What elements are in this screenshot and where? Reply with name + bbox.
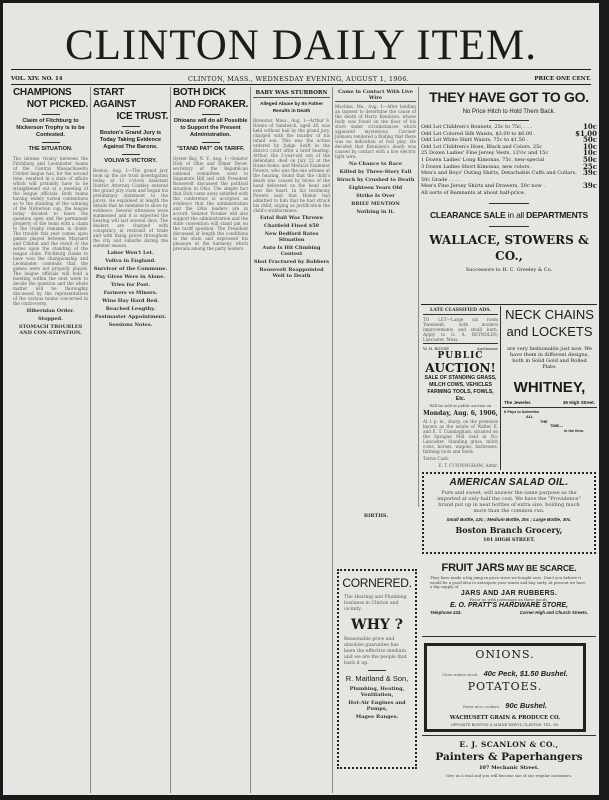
auction-note: Will be sold at public auction on [429, 403, 492, 408]
section-head: Postmaster Appointment. [94, 314, 167, 320]
subhead: Boston's Grand Jury is Today Taking Evidence Against The Barons. [99, 130, 162, 150]
ad-trade: Painters & Paperhangers [435, 751, 583, 763]
ad-title: AMERICAN SALAD OIL. [449, 477, 569, 488]
section-head: BRIEF MENTION [351, 201, 400, 207]
section-head: New Bedford Rates Situation [264, 231, 319, 243]
ad-address: OPPOSITE BOSTON & MAINE DEPOT, CLINTON. [450, 723, 543, 727]
price-list-item [421, 154, 597, 164]
item-description: Men's Fine Jersey Shirts and Drawers, 50c now . [421, 183, 545, 190]
article-body: Boston, Aug. 1—The grand jury took up the ice trust investigation today, at 11 o'clock Assistant District Attorney Coakley entered the grand jury room and began his preliminary statement to the jurors. He explained at length the details that he intended to show by evidence. Several witnesses were summoned and it is expected the hearing will last several days. The dealers are charged with conspiracy in restraint of trade and with fixing prices throughout the city and suburbs during the summer season. [93, 168, 168, 248]
section-head: Nothing in It. [356, 209, 395, 215]
ad-price: 40c Peck, $1.50 Bushel. [483, 669, 568, 678]
price-list-item [421, 183, 597, 190]
ad-scanlon [422, 735, 596, 778]
headline: START AGAINST [93, 87, 136, 110]
section-head: Struck by Crushed to Death [336, 177, 415, 183]
section-head: Survivor of the Commune. [93, 266, 168, 272]
section-head: Tries for Post. [110, 282, 151, 288]
item-description: Odd Lot Children's Bonnets, 25c to 75c, . . . [421, 124, 533, 130]
ad-salad-oil [422, 472, 596, 554]
article-ice-trust [91, 87, 171, 793]
headline: Came in Contact With Live Wire [335, 89, 416, 102]
auction-line: SALE OF STANDING GRASS, [424, 375, 497, 381]
ad-tel: TEL. 80. [543, 723, 560, 727]
ad-address: Corner High and Church Streets. [519, 609, 588, 615]
ad-wallace-stowers [421, 87, 597, 276]
ad-address: 36 High Street. [562, 400, 595, 405]
article-body: Brewster, Mass., Aug. 1—Arthur S. Homie of Sandwich, aged 28, was held without bail by the grand jury, charged with the murder of his infant son. This was the action ordered by Judge Swift in the district court after a brief hearing. Arthur, the 2-year-old son of the defendant, died on July 22 at the Hume home, and Medical Examiner Powers, who was the one witness at the hearing, found that the child's death was caused by blows of the hand delivered on the head and over the heart. In his testimony Powers said that Homie had admitted to him that he had struck his child, urging as justification the child's stubbornness. [253, 118, 330, 213]
price-list-item [421, 161, 597, 171]
dateline-bar [11, 75, 591, 83]
auction-line: FARMING TOOLS, FOWLS, Etc. [427, 389, 494, 402]
section-head: Auto Is Hit Climbing Contest [262, 245, 321, 257]
price-list-item [421, 128, 597, 138]
item-description: 3 Dozen Ladies Short Kimonas, new colors . [421, 163, 533, 170]
ad-successors: Successors to H. C. Greeley & Co. [465, 266, 553, 273]
dateline: CLINTON, MASS., WEDNESDAY EVENING, AUGUST 1, 1906. [187, 75, 410, 83]
article-body: The intense rivalry between the Fitchburg and Leominster teams of the Central Massachusetts Cricket league has, for the second time, resulted in a state of affairs which will probably have to be straightened out at a meeting of the league officials. Both teams having widely varied contentions as to the standing of the winning of the Nickerson cup, the league today decided to leave the question open and the permanent property of the team with a claim to the trophy remains in doubt. The trouble this year comes upon games played between Maynard and Clinton and the result of the series upon the standing of the league clubs. Fitchburg claims to have won the championship and Leominster contends that the games were not properly played. The league officials will hold a meeting within the next week to decide the question and the whole matter will be thoroughly discussed by the representatives of the various teams concerned in the controversy. [13, 156, 88, 306]
rule [11, 84, 591, 85]
item-price: 39c [582, 168, 597, 178]
subhead: Alleged Abuse by Its Father Results in Death [260, 102, 323, 114]
ad-firm: R. Maitland & Son, [345, 674, 409, 683]
subhead: Ohioans will do all Possible to Support the Present Administration. [173, 118, 248, 138]
ad-address: 107 Mechanic Street. [478, 765, 540, 771]
ad-note: Extra nice cookers. [463, 704, 501, 709]
ad-auction [421, 306, 501, 470]
ad-why: WHY ? [350, 617, 404, 633]
ad-firm: WACHUSETT GRAIN & PRODUCE CO. [449, 715, 561, 721]
auctioneer: W. H. ROUSE [423, 346, 449, 351]
ad-firm: E. J. SCANLON & CO., [459, 740, 559, 749]
ad-wachusett [424, 643, 586, 732]
newspaper-page [3, 3, 599, 795]
headline: AND FORAKER. [174, 99, 248, 110]
article-body: Oyster Bay, N. Y., Aug. 1—Senator Dick of Ohio and Elmer Dover, secretary of the Republican national committee, went to Sagamore Hill and with President Roosevelt discussed the political situation in Ohio. The simple fact that Dick came away satisfied with the conference is accepted as evidence that the administration and the Ohio leaders are in accord. Senator Foraker will also support the administration and the state convention will stand pat on the tariff question. The President discussed at length the conditions in the state and expressed his pleasure at the harmony which prevails among the party leaders. [173, 156, 248, 251]
ad-maitland [337, 569, 417, 769]
headline: BABY WAS STUBBORN [253, 90, 330, 98]
ad-text: They have made a big jump in price since we bought ours. Don't you believe it would be a good idea to anticipate your wants and buy early. At present we have a big supply of [430, 575, 586, 590]
ad-firm: E. O. PRATT'S HARDWARE STORE, [449, 601, 569, 609]
item-price: 10c [582, 148, 597, 158]
auction-heading: AUCTION! [425, 361, 496, 375]
item-price: 25c [582, 161, 597, 171]
ad-phone: Telephone 224. [430, 609, 462, 615]
ad-headline: and LOCKETS [506, 324, 593, 339]
advertise-slogan: It Pays to Advertise ALL THE TIME— in the Item. [504, 410, 585, 434]
ad-text: Pure and sweet, will answer the same purpose as the imported at only half the cost. We have the "Providence" brand put up in neat bottles of extra size, holding much more than the common run. [437, 490, 581, 514]
item-description: Odd Lot Children's Hose, Black and Colors, 25c [421, 143, 543, 150]
ad-firm: Boston Branch Grocery, [455, 525, 563, 535]
headline: ICE TRUST. [116, 111, 168, 122]
article-live-wire [333, 87, 419, 507]
article-baby-stubborn [251, 87, 333, 793]
section-head: Chatfield Fined $50 [263, 223, 320, 229]
article-body: Machias, Me., Aug. 1—After holding an inquest to determine the cause of the death of Harry Kennison, whose body was found on the floor of his store under circumstances which appeared mysterious, Coroner Johnson rendered a finding that there was no indication of foul play. He decided that Kennison's death was caused by contact with a live electric light wire. [335, 104, 416, 159]
item-description: Odd Lot White Shirt Waists, 75c to $1.50 . [421, 137, 529, 144]
ad-text: The Heating and Plumbing business in Clinton and vicinity. [344, 595, 407, 612]
item-description: Odd Lot Colored Silk Waists, $3.00 to $6.00 . [421, 130, 536, 137]
section-head: Shot Fractured by Robbers [253, 259, 330, 265]
ad-headline: THEY HAVE GOT TO GO. [429, 89, 589, 105]
price-list [421, 124, 597, 190]
item-price: 10c [582, 122, 597, 131]
section-head: Reached Lengthy. [105, 306, 156, 312]
item-price: 39c [582, 181, 597, 191]
subhead: THE SITUATION. [28, 146, 73, 152]
ad-price: 90c Bushel. [505, 701, 547, 710]
rule [11, 69, 591, 70]
section-head: Eighteen Years Old [348, 185, 403, 191]
masthead-title: CLINTON DAILY ITEM. [64, 22, 538, 69]
classified-text: TO LET—Large six room Tenement, with modern improvements and small barn. Apply to G. A. REYNOLDS, Lancaster, Mass. [423, 317, 498, 342]
ad-text: are very fashionable just now. We have them in different designs, both in Solid Gold and Rolled Plate. [506, 346, 592, 370]
ad-firm: WHITNEY, [513, 379, 586, 396]
subhead: "STAND PAT" ON TARIFF. [176, 146, 245, 152]
headline: BOTH DICK [173, 87, 226, 98]
auction-heading: PUBLIC [437, 351, 484, 361]
section-head: Strike Is Over [356, 193, 395, 199]
price-list-item [421, 137, 597, 144]
price-list-item [421, 170, 597, 183]
headline: NOT PICKED. [26, 99, 88, 110]
births-notice [335, 511, 417, 521]
ad-note: Favor us with patronage on these goods. [469, 596, 549, 602]
ad-role: The Jeweler. [504, 400, 532, 405]
ad-sizes: Small Bottle, 12c ; Medium Bottle, 20c ; Large Bottle, 30c. [446, 517, 572, 522]
item-price: 10c [582, 141, 597, 151]
rule [421, 304, 597, 305]
ad-title: CORNERED. [342, 576, 412, 590]
classified-title: LATE CLASSIFIED ADS. [423, 308, 498, 315]
volume: VOL. XIV. NO. 14 [11, 76, 63, 82]
auction-body: At 1 p. m., sharp, on the premises known as the estate of Walter E. and E. T. Cunningham, situated on the Sprague Mill road in No. Lancaster. Standing grass, milch cows, horses, wagons, harnesses, farming tools and fowls. [423, 419, 498, 454]
section-head: BIRTHS. [363, 513, 389, 519]
auction-line: MILCH COWS, VEHICLES [429, 382, 492, 388]
auctioneer-role: Auctioneer [476, 346, 498, 351]
ad-headline: NECK CHAINS [505, 307, 594, 322]
ad-text: Reasonable price and absolute guarantee has been the effective medium and we are the people that back it up. [344, 637, 407, 666]
item-price: 50c [582, 135, 597, 145]
ad-headline: MAY BE SCARCE. [504, 563, 577, 573]
section-head: No Chance to Race [348, 161, 403, 167]
section-head: Fatal Ball Was Thrown [260, 215, 323, 221]
price-list-item [421, 124, 597, 131]
clearance-sale-heading: CLEARANCE SALE in all DEPARTMENTS [429, 209, 589, 220]
ad-headline: FRUIT JARS [441, 562, 505, 574]
auction-date: Monday, Aug. 6, 1906, [423, 410, 498, 417]
ad-whitney [502, 306, 597, 436]
section-head: Farmers vs Miners. [103, 290, 158, 296]
auction-terms: Terms Cash. [423, 456, 450, 461]
item-description: Men's and Boys' Outing Shirts, Detachable Cuffs and Collars, 50c Grade . . . . [421, 170, 577, 183]
section-head: STOMACH TROUBLES AND CON-STIPATION. [18, 324, 83, 336]
item-price: 50c [582, 154, 597, 164]
ad-note: Close native stock. [442, 672, 479, 677]
price: PRICE ONE CENT. [534, 76, 591, 82]
headline: CHAMPIONS [13, 87, 72, 98]
section-head: Voliva in England. [105, 258, 156, 264]
section-head: Hibernian Order. [26, 308, 75, 314]
section-head: Pay Gives Were in Alone. [95, 274, 166, 280]
article-champions [11, 87, 91, 793]
section-head: Roosevelt Reappointed Well to Death [259, 267, 324, 279]
ad-subhead: No Price Hitch to Hold Them Back. [462, 109, 556, 115]
section-head: Sessions Notes. [108, 322, 153, 328]
ad-pratt [422, 559, 596, 637]
ad-address: 101 HIGH STREET. [483, 537, 535, 543]
subhead: Claim of Fitchburg to Nickerson Trophy is to be Contested. [16, 118, 85, 138]
ad-line: Magee Ranges. [355, 714, 399, 720]
section-head: Wins Hay Hard Bed. [102, 298, 159, 304]
item-description: 25 Dozen Ladies' Fine Jersey Vests, 12½c and 15c [421, 150, 549, 157]
ad-text: Give us a trial and you will become one of our regular customers. [445, 773, 573, 778]
ad-firm: WALLACE, STOWERS & CO., [429, 232, 589, 263]
section-head: Killed by Three-Story Fall [339, 169, 412, 175]
price-list-item [421, 150, 597, 157]
article-dick-foraker [171, 87, 251, 793]
ad-headline: POTATOES. [467, 680, 543, 693]
item-price: $1.00 [575, 128, 597, 138]
ad-line: JARS AND JAR RUBBERS. [460, 589, 558, 597]
ad-line: Hot-Air Engines and Pumps, [348, 700, 406, 712]
subhead: VOLIVA'S VICTORY. [104, 158, 157, 164]
price-list-footer: All sorts of Remnants at about half-price. [421, 189, 526, 196]
ad-line: Plumbing, Heating, Ventilation, [349, 686, 405, 698]
item-description: 1 Dozen Ladies' Long Kimonas, 75c, new-special [421, 156, 545, 163]
ad-headline: ONIONS. [475, 648, 535, 661]
auction-seller: E. T. CUNNINGHAM, Admr. [438, 463, 498, 468]
section-head: Labor Won't Let. [107, 250, 154, 256]
section-head: Stopped. [38, 316, 63, 322]
